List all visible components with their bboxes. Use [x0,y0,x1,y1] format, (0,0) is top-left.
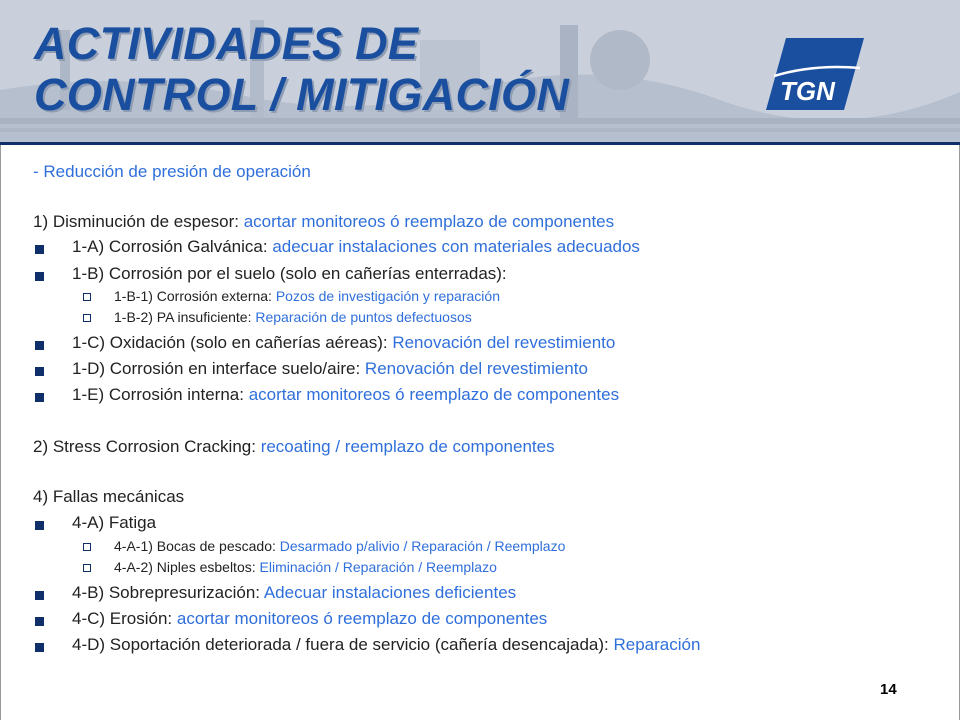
item-1e-value: acortar monitoreos ó reemplazo de componentes [248,385,620,404]
item-1b1 [114,288,500,304]
item-4c-label: 4-C) Erosión: [72,609,177,628]
item-4a1 [114,538,565,554]
square-bullet [35,643,44,652]
hollow-square-bullet [83,314,91,322]
item-4d-label: 4-D) Soportación deteriorada / fuera de servicio (cañería desencajada): [72,635,614,654]
item-1e-label: 1-E) Corrosión interna: [72,385,249,404]
item-1-label: 1) Disminución de espesor: [33,212,244,231]
item-4b-value: Adecuar instalaciones deficientes [263,583,517,602]
slide-title [34,18,569,120]
item-1b [72,264,507,284]
item-4d-value: Reparación [613,635,701,654]
item-1c [72,333,615,353]
page-number: 14 [880,681,897,698]
item-4b-label: 4-B) Sobrepresurización: [72,583,264,602]
item-1b1-value: Pozos de investigación y reparación [275,288,500,304]
item-4a [72,513,156,533]
intro-line [33,162,311,182]
slide-header [0,0,960,142]
item-1d-value: Renovación del revestimiento [364,359,588,378]
square-bullet [35,272,44,281]
square-bullet [35,341,44,350]
square-bullet [35,521,44,530]
item-1b-label: 1-B) Corrosión por el suelo (solo en cañerías enterradas): [72,264,507,283]
title-line-1: ACTIVIDADES DE [34,18,419,69]
hollow-square-bullet [83,564,91,572]
item-1a-value: adecuar instalaciones con materiales adecuados [272,237,640,256]
item-4a2 [114,559,497,575]
item-1a [72,237,640,257]
square-bullet [35,393,44,402]
item-1b2-value: Reparación de puntos defectuosos [255,309,472,325]
item-1d [72,359,588,379]
item-1e [72,385,619,405]
item-2-value: recoating / reemplazo de componentes [260,437,555,456]
item-4a1-value: Desarmado p/alivio / Reparación / Reemplazo [279,538,566,554]
item-4a1-label: 4-A-1) Bocas de pescado: [114,538,280,554]
square-bullet [35,591,44,600]
item-4-label: 4) Fallas mecánicas [33,487,185,506]
item-1-value: acortar monitoreos ó reemplazo de componentes [243,212,615,231]
tgn-logo [764,36,866,112]
logo-text: TGN [780,76,835,106]
item-1b2-label: 1-B-2) PA insuficiente: [114,309,256,325]
item-1c-value: Renovación del revestimiento [392,333,616,352]
item-4a2-label: 4-A-2) Niples esbeltos: [114,559,260,575]
square-bullet [35,245,44,254]
item-1 [33,212,614,232]
item-4a2-value: Eliminación / Reparación / Reemplazo [259,559,497,575]
item-1b2 [114,309,472,325]
item-1d-label: 1-D) Corrosión en interface suelo/aire: [72,359,365,378]
item-1b1-label: 1-B-1) Corrosión externa: [114,288,276,304]
item-4c [72,609,547,629]
item-4c-value: acortar monitoreos ó reemplazo de componentes [176,609,548,628]
item-1c-label: 1-C) Oxidación (solo en cañerías aéreas): [72,333,393,352]
hollow-square-bullet [83,293,91,301]
square-bullet [35,617,44,626]
item-4b [72,583,516,603]
item-2 [33,437,555,457]
item-1a-label: 1-A) Corrosión Galvánica: [72,237,273,256]
item-2-label: 2) Stress Corrosion Cracking: [33,437,261,456]
intro-text: - Reducción de presión de operación [33,162,311,181]
item-4a-label: 4-A) Fatiga [72,513,157,532]
item-4 [33,487,184,507]
square-bullet [35,367,44,376]
hollow-square-bullet [83,543,91,551]
item-4d [72,635,700,655]
title-line-2: CONTROL / MITIGACIÓN [34,69,570,120]
